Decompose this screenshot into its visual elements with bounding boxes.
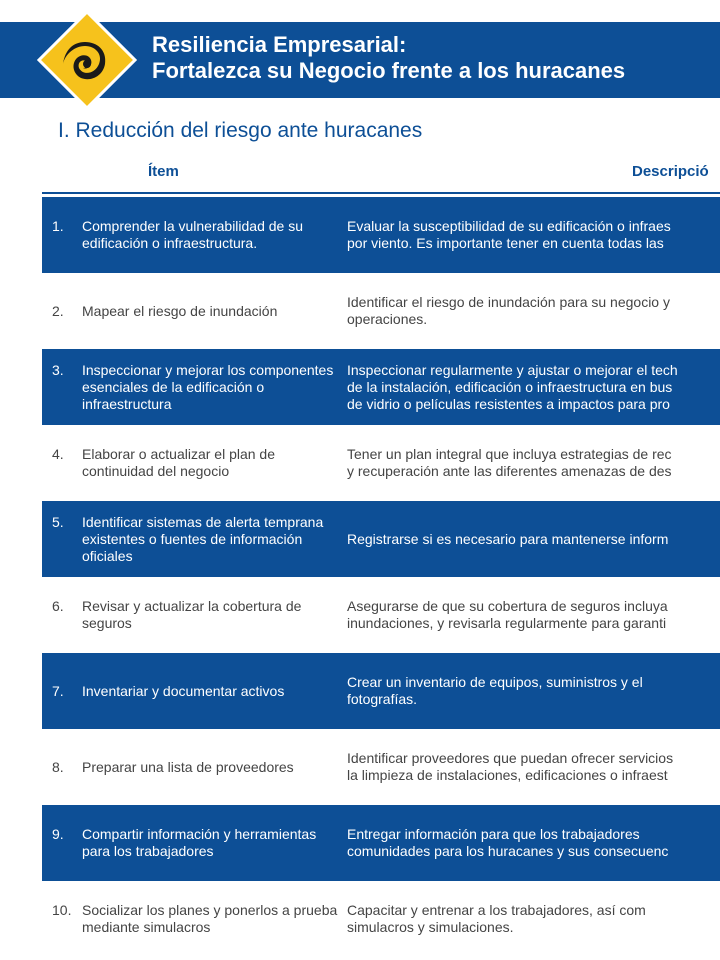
column-header-item: Ítem (148, 163, 179, 180)
table-row (42, 805, 720, 881)
item-number: 5. (52, 513, 64, 530)
description-line: Crear un inventario de equipos, suministros y el (347, 674, 643, 690)
page-title (152, 32, 625, 84)
description-line: operaciones. (347, 311, 428, 327)
item-number: 1. (52, 218, 64, 234)
item-text: Mapear el riesgo de inundación (82, 302, 278, 319)
item-number: 2. (52, 302, 64, 319)
section-title: I. Reducción del riesgo ante huracanes (58, 119, 423, 142)
item-number: 4. (52, 446, 64, 462)
item-cell (52, 729, 346, 805)
header-divider (42, 192, 720, 194)
description-cell (347, 425, 720, 501)
item-text: Socializar los planes y ponerlos a prueba mediante simulacros (82, 902, 338, 935)
description-line: inundaciones, y revisarla regularmente para garanti (347, 615, 667, 631)
description-cell (347, 653, 720, 729)
item-content (52, 218, 346, 252)
description-line: Capacitar y entrenar a los trabajadores, así com (347, 902, 646, 918)
item-text: Revisar y actualizar la cobertura de seguros (82, 598, 302, 631)
table-row (42, 577, 720, 653)
description-line: de la instalación, edificación o infraestructura en bus (347, 378, 673, 395)
item-content (52, 362, 346, 413)
description-line: fotografías. (347, 691, 418, 707)
item-text: Inventariar y documentar activos (82, 682, 285, 699)
description-cell (347, 881, 720, 957)
table-row (42, 501, 720, 577)
item-text: Identificar sistemas de alerta temprana existentes o fuentes de información oficiales (82, 513, 324, 564)
item-text: Comprender la vulnerabilidad de su edificación o infraestructura. (82, 218, 304, 251)
description-line: Identificar proveedores que puedan ofrecer servicios (347, 750, 674, 766)
column-header-description: Descripció (632, 163, 709, 180)
item-cell (52, 805, 346, 881)
table-row (42, 425, 720, 501)
description-line: Identificar el riesgo de inundación para su negocio y (347, 294, 670, 310)
item-content (52, 514, 346, 565)
item-cell (52, 349, 346, 425)
description-line: comunidades para los huracanes y sus consecuenc (347, 843, 669, 859)
description-line: Asegurarse de que su cobertura de seguros incluya (347, 598, 668, 614)
description-line: por viento. Es importante tener en cuenta todas las (347, 235, 664, 251)
item-cell (52, 501, 346, 577)
item-text: Elaborar o actualizar el plan de continuidad del negocio (82, 446, 276, 479)
description-line: simulacros y simulaciones. (347, 919, 514, 935)
description-line: Entregar información para que los trabajadores (347, 826, 640, 842)
item-number: 8. (52, 758, 64, 775)
table-row (42, 197, 720, 273)
description-line: y recuperación ante las diferentes amenazas de des (347, 463, 672, 479)
table-row (42, 349, 720, 425)
item-number: 3. (52, 361, 64, 378)
description-line: Inspeccionar regularmente y ajustar o mejorar el tech (347, 361, 678, 378)
description-cell (347, 805, 720, 881)
description-cell (347, 729, 720, 805)
item-number: 6. (52, 598, 64, 614)
description-cell (347, 501, 720, 577)
item-text: Inspeccionar y mejorar los componentes esenciales de la edificación o infraestructura (82, 361, 334, 412)
item-content (52, 683, 284, 700)
description-cell (347, 197, 720, 273)
item-number: 7. (52, 682, 64, 699)
item-number: 10. (52, 902, 72, 918)
table-row (42, 273, 720, 349)
item-text: Preparar una lista de proveedores (82, 758, 294, 775)
item-content (52, 446, 346, 480)
description-line: la limpieza de instalaciones, edificaciones o infraest (347, 767, 668, 783)
table-row (42, 881, 720, 957)
description-cell (347, 273, 720, 349)
item-number: 9. (52, 826, 64, 842)
item-content (52, 598, 346, 632)
item-content (52, 826, 346, 860)
table-row (42, 653, 720, 729)
item-cell (52, 881, 346, 957)
table-row (42, 729, 720, 805)
description-cell (347, 349, 720, 425)
description-line: Registrarse si es necesario para mantenerse inform (347, 530, 669, 547)
item-cell (52, 273, 346, 349)
item-text: Compartir información y herramientas para los trabajadores (82, 826, 317, 859)
description-line: Evaluar la susceptibilidad de su edificación o infraes (347, 218, 671, 234)
item-cell (52, 425, 346, 501)
item-content (52, 759, 294, 776)
title-line-2: Fortalezca su Negocio frente a los huracanes (152, 58, 626, 83)
item-cell (52, 197, 346, 273)
item-cell (52, 653, 346, 729)
description-line: Tener un plan integral que incluya estrategias de rec (347, 446, 672, 462)
description-line: de vidrio o películas resistentes a impactos para pro (347, 395, 670, 412)
item-content (52, 303, 277, 320)
item-cell (52, 577, 346, 653)
description-cell (347, 577, 720, 653)
title-line-1: Resiliencia Empresarial: (152, 32, 407, 57)
item-content (52, 902, 346, 936)
hurricane-warning-icon (37, 10, 137, 110)
